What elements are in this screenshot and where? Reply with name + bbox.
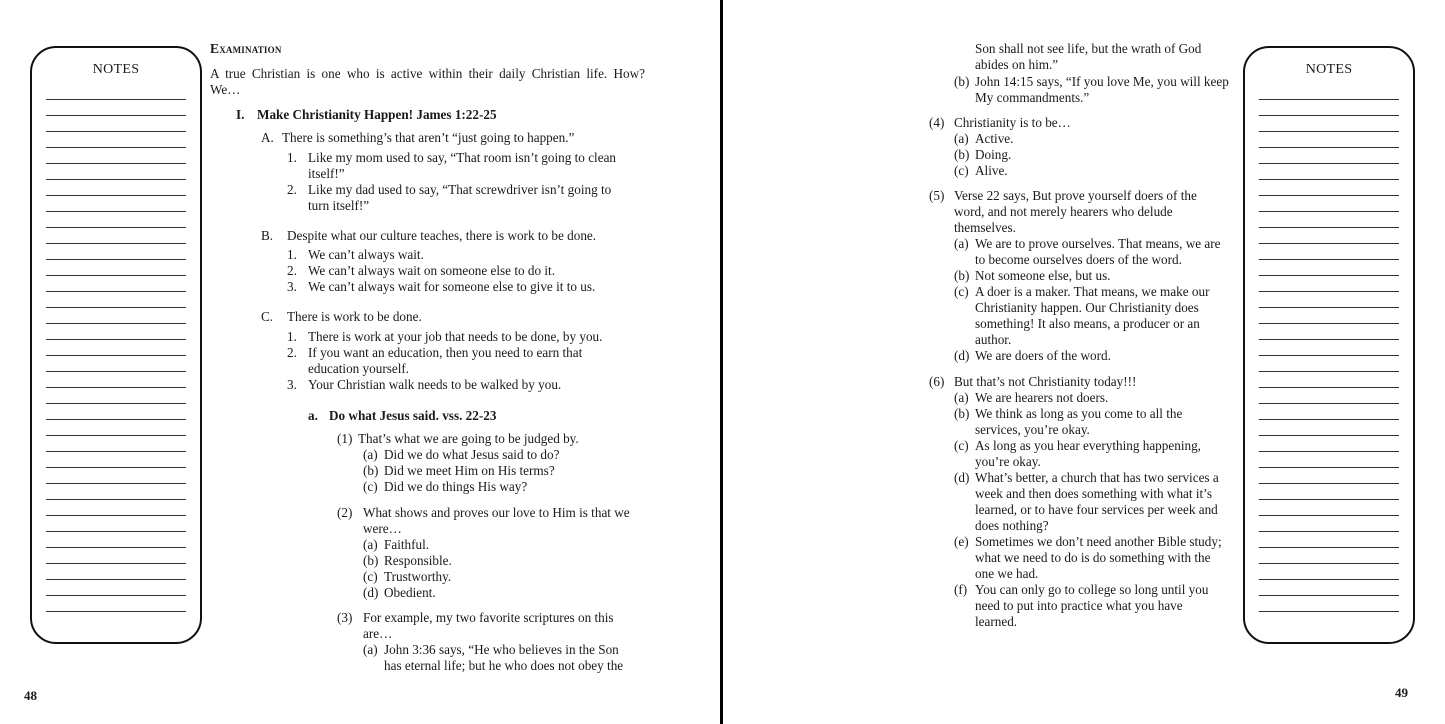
list-text: turn itself!” <box>308 198 370 213</box>
outline-text: Despite what our culture teaches, there is work to be done. <box>287 228 597 243</box>
notes-rule-line <box>1259 484 1399 500</box>
notes-lines <box>1259 84 1399 612</box>
list-text: does nothing? <box>975 518 1049 533</box>
notes-rule-line <box>1259 580 1399 596</box>
list-text: Faithful. <box>384 537 430 552</box>
notes-rule-line <box>1259 452 1399 468</box>
list-text: Doing. <box>975 147 1012 162</box>
list-text: Did we do what Jesus said to do? <box>384 447 560 462</box>
list-text: something! It also means, a producer or an <box>975 316 1200 331</box>
outline-label: B. <box>261 228 274 243</box>
list-text: John 3:36 says, “He who believes in the Son <box>384 642 619 657</box>
notes-rule-line <box>46 548 186 564</box>
list-label: 2. <box>287 345 297 360</box>
notes-rule-line <box>1259 116 1399 132</box>
list-text: What’s better, a church that has two services a <box>975 470 1219 485</box>
list-label: (f) <box>954 582 968 597</box>
notes-rule-line <box>1259 244 1399 260</box>
notes-rule-line <box>46 388 186 404</box>
notes-rule-line <box>1259 436 1399 452</box>
notes-rule-line <box>46 436 186 452</box>
notes-rule-line <box>1259 164 1399 180</box>
list-text: John 14:15 says, “If you love Me, you will keep <box>975 74 1229 89</box>
notes-rule-line <box>46 500 186 516</box>
notes-rule-line <box>1259 212 1399 228</box>
notes-rule-line <box>1259 324 1399 340</box>
right-page <box>724 0 1445 724</box>
outline-label: A. <box>261 130 274 145</box>
outline-title: Do what Jesus said. vss. 22-23 <box>329 408 497 423</box>
notes-rule-line <box>1259 420 1399 436</box>
notes-rule-line <box>46 308 186 324</box>
list-text: Verse 22 says, But prove yourself doers of the <box>954 188 1197 203</box>
list-label: (d) <box>954 470 970 485</box>
list-label: 2. <box>287 263 297 278</box>
notes-rule-line <box>1259 516 1399 532</box>
list-text: Active. <box>975 131 1014 146</box>
list-text: author. <box>975 332 1012 347</box>
list-text: As long as you hear everything happening, <box>975 438 1201 453</box>
notes-rule-line <box>1259 340 1399 356</box>
list-text: We think as long as you come to all the <box>975 406 1183 421</box>
list-text: services, you’re okay. <box>975 422 1090 437</box>
list-text: Your Christian walk needs to be walked by you. <box>308 377 562 392</box>
page-divider <box>720 0 723 724</box>
list-text: one we had. <box>975 566 1039 581</box>
list-text: abides on him.” <box>975 57 1059 72</box>
intro-line: A true Christian is one who is active within their daily Christian life. How? <box>210 66 645 81</box>
notes-rule-line <box>46 292 186 308</box>
list-label: (c) <box>954 438 969 453</box>
notes-rule-line <box>1259 84 1399 100</box>
outline-text: There is work to be done. <box>287 309 422 324</box>
notes-box-left <box>30 46 202 644</box>
notes-rule-line <box>46 164 186 180</box>
notes-rule-line <box>1259 468 1399 484</box>
outline-text: There is something’s that aren’t “just going to happen.” <box>282 130 575 145</box>
notes-rule-line <box>46 452 186 468</box>
list-label: (c) <box>954 284 969 299</box>
list-text: We can’t always wait for someone else to give it to us. <box>308 279 596 294</box>
list-label: (b) <box>954 74 970 89</box>
page-number: 48 <box>24 688 37 703</box>
notes-rule-line <box>46 260 186 276</box>
list-text: If you want an education, then you need to earn that <box>308 345 583 360</box>
notes-rule-line <box>46 212 186 228</box>
notes-rule-line <box>1259 388 1399 404</box>
list-text: Like my dad used to say, “That screwdriver isn’t going to <box>308 182 612 197</box>
list-text: We can’t always wait. <box>308 247 424 262</box>
outline-label: a. <box>308 408 318 423</box>
notes-rule-line <box>46 116 186 132</box>
list-label: 1. <box>287 247 297 262</box>
notes-rule-line <box>1259 596 1399 612</box>
notes-rule-line <box>1259 500 1399 516</box>
notes-rule-line <box>46 372 186 388</box>
list-label: 2. <box>287 182 297 197</box>
list-label: (3) <box>337 610 353 625</box>
notes-rule-line <box>46 148 186 164</box>
notes-rule-line <box>1259 100 1399 116</box>
list-text: to become ourselves doers of the word. <box>975 252 1182 267</box>
list-text: Obedient. <box>384 585 436 600</box>
list-text: For example, my two favorite scriptures on this <box>363 610 614 625</box>
notes-rule-line <box>46 420 186 436</box>
list-text: We can’t always wait on someone else to do it. <box>308 263 555 278</box>
list-label: 1. <box>287 329 297 344</box>
list-label: (a) <box>363 537 378 552</box>
list-text: You can only go to college so long until you <box>975 582 1209 597</box>
notes-rule-line <box>1259 132 1399 148</box>
list-text: Not someone else, but us. <box>975 268 1111 283</box>
notes-rule-line <box>1259 404 1399 420</box>
list-text: A doer is a maker. That means, we make our <box>975 284 1210 299</box>
list-label: (4) <box>929 115 945 130</box>
notes-rule-line <box>46 132 186 148</box>
notes-rule-line <box>46 84 186 100</box>
notes-rule-line <box>1259 564 1399 580</box>
list-text: We are doers of the word. <box>975 348 1111 363</box>
list-label: (a) <box>363 447 378 462</box>
list-label: (b) <box>954 406 970 421</box>
list-text: My commandments.” <box>975 90 1090 105</box>
list-label: (c) <box>954 163 969 178</box>
notes-rule-line <box>46 516 186 532</box>
section-heading: Examination <box>210 41 282 56</box>
list-text: need to put into practice what you have <box>975 598 1183 613</box>
list-text: Did we do things His way? <box>384 479 528 494</box>
list-text: you’re okay. <box>975 454 1041 469</box>
list-text: Son shall not see life, but the wrath of God <box>975 41 1202 56</box>
notes-rule-line <box>1259 308 1399 324</box>
list-text: But that’s not Christianity today!!! <box>954 374 1137 389</box>
list-label: (1) <box>337 431 353 446</box>
list-label: (6) <box>929 374 945 389</box>
list-text: learned. <box>975 614 1018 629</box>
notes-rule-line <box>1259 292 1399 308</box>
notes-rule-line <box>46 196 186 212</box>
list-label: (a) <box>363 642 378 657</box>
list-text: That’s what we are going to be judged by. <box>358 431 579 446</box>
list-text: Did we meet Him on His terms? <box>384 463 555 478</box>
notes-rule-line <box>46 180 186 196</box>
list-text: education yourself. <box>308 361 410 376</box>
list-label: (b) <box>954 147 970 162</box>
list-label: (b) <box>954 268 970 283</box>
notes-rule-line <box>1259 180 1399 196</box>
list-text: Christianity happen. Our Christianity does <box>975 300 1199 315</box>
list-label: (b) <box>363 463 379 478</box>
list-text: are… <box>363 626 393 641</box>
page-number: 49 <box>1395 685 1408 700</box>
notes-rule-line <box>46 468 186 484</box>
intro-line: We… <box>210 82 241 97</box>
notes-rule-line <box>46 340 186 356</box>
notes-rule-line <box>1259 548 1399 564</box>
list-label: (c) <box>363 479 378 494</box>
list-label: (a) <box>954 236 969 251</box>
list-text: what we need to do is do something with the <box>975 550 1211 565</box>
list-text: We are hearers not doers. <box>975 390 1109 405</box>
notes-rule-line <box>46 580 186 596</box>
notes-rule-line <box>1259 228 1399 244</box>
notes-rule-line <box>46 532 186 548</box>
list-label: (c) <box>363 569 378 584</box>
outline-label: C. <box>261 309 274 324</box>
list-text: were… <box>363 521 402 536</box>
notes-rule-line <box>1259 532 1399 548</box>
list-label: (5) <box>929 188 945 203</box>
list-text: Alive. <box>975 163 1008 178</box>
list-text: learned, or to have four services per week and <box>975 502 1218 517</box>
notes-rule-line <box>46 356 186 372</box>
list-text: Trustworthy. <box>384 569 452 584</box>
list-text: itself!” <box>308 166 345 181</box>
list-text: What shows and proves our love to Him is that we <box>363 505 630 520</box>
notes-rule-line <box>46 564 186 580</box>
notes-lines <box>46 84 186 612</box>
notes-box-right <box>1243 46 1415 644</box>
notes-rule-line <box>1259 196 1399 212</box>
notes-rule-line <box>46 276 186 292</box>
notes-rule-line <box>46 228 186 244</box>
list-text: Like my mom used to say, “That room isn’t going to clean <box>308 150 617 165</box>
list-label: (b) <box>363 553 379 568</box>
notes-rule-line <box>46 484 186 500</box>
list-label: 3. <box>287 377 297 392</box>
list-text: themselves. <box>954 220 1016 235</box>
list-text: There is work at your job that needs to be done, by you. <box>308 329 603 344</box>
list-label: (a) <box>954 390 969 405</box>
notes-rule-line <box>46 244 186 260</box>
notes-rule-line <box>1259 260 1399 276</box>
list-text: Christianity is to be… <box>954 115 1071 130</box>
notes-rule-line <box>1259 276 1399 292</box>
list-label: (2) <box>337 505 353 520</box>
list-text: We are to prove ourselves. That means, we are <box>975 236 1221 251</box>
list-label: (d) <box>954 348 970 363</box>
notes-rule-line <box>1259 372 1399 388</box>
list-label: 3. <box>287 279 297 294</box>
notes-title: NOTES <box>1305 62 1353 77</box>
notes-rule-line <box>1259 356 1399 372</box>
notes-rule-line <box>46 324 186 340</box>
list-text: word, and not merely hearers who delude <box>954 204 1173 219</box>
notes-title: NOTES <box>92 62 140 77</box>
list-text: has eternal life; but he who does not obey the <box>384 658 624 673</box>
list-text: Responsible. <box>384 553 452 568</box>
list-text: Sometimes we don’t need another Bible study; <box>975 534 1222 549</box>
notes-rule-line <box>1259 148 1399 164</box>
outline-numeral: I. <box>236 107 245 122</box>
notes-rule-line <box>46 100 186 116</box>
outline-title: Make Christianity Happen! James 1:22-25 <box>257 107 497 122</box>
notes-rule-line <box>46 596 186 612</box>
list-label: (d) <box>363 585 379 600</box>
list-label: (e) <box>954 534 969 549</box>
left-page <box>0 0 721 724</box>
notes-rule-line <box>46 404 186 420</box>
list-label: (a) <box>954 131 969 146</box>
list-label: 1. <box>287 150 297 165</box>
list-text: week and then does something with what it’s <box>975 486 1212 501</box>
